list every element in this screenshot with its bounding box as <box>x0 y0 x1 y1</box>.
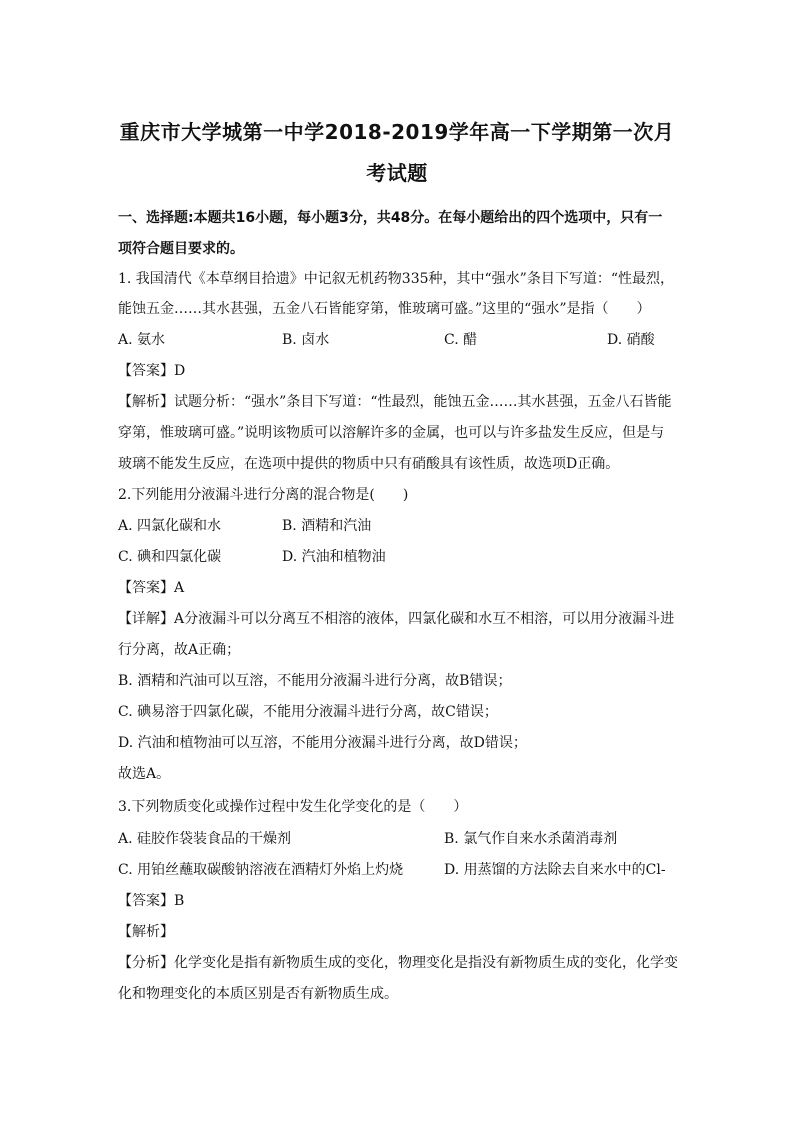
q1-option-b: B. 卤水 <box>282 332 330 348</box>
q2-detail-line3: B. 酒精和汽油可以互溶，不能用分液漏斗进行分离，故B错误； <box>118 673 512 689</box>
q1-analysis-line2: 穿第，惟玻璃可盛。”说明该物质可以溶解许多的金属，也可以与许多盐发生反应，但是与 <box>118 425 665 441</box>
q1-option-a: A. 氨水 <box>118 332 166 348</box>
q3-option-d: D. 用蒸馏的方法除去自来水中的Cl- <box>444 862 666 878</box>
q1-answer: 【答案】D <box>118 363 186 379</box>
q2-detail-line4: C. 碘易溶于四氯化碳，不能用分液漏斗进行分离，故C错误； <box>118 704 498 720</box>
q1-stem-line2: 能蚀五金……其水甚强，五金八石皆能穿第，惟玻璃可盛。”这里的“强水”是指（ ） <box>118 301 651 317</box>
q2-detail-line1: 【详解】A分液漏斗可以分离互不相溶的液体，四氯化碳和水互不相溶，可以用分液漏斗进 <box>118 611 675 627</box>
q2-option-b: B. 酒精和汽油 <box>282 518 372 534</box>
q2-option-a: A. 四氯化碳和水 <box>118 518 222 534</box>
q2-conclusion: 故选A。 <box>118 766 171 782</box>
q3-fenxi-line2: 化和物理变化的本质区别是否有新物质生成。 <box>118 986 398 1002</box>
q1-analysis-line3: 玻璃不能发生反应，在选项中提供的物质中只有硝酸具有该性质，故选项D正确。 <box>118 456 620 472</box>
q1-option-c: C. 醋 <box>444 332 478 348</box>
q3-option-a: A. 硅胶作袋装食品的干燥剂 <box>118 831 292 847</box>
q2-answer: 【答案】A <box>118 580 185 596</box>
q1-analysis-line1: 【解析】试题分析：“强水”条目下写道：“性最烈，能蚀五金……其水甚强，五金八石皆能 <box>118 394 672 410</box>
q2-detail-line2: 行分离，故A正确； <box>118 642 241 658</box>
section-heading-line2: 项符合题目要求的。 <box>118 241 244 257</box>
q3-option-c: C. 用铂丝蘸取碳酸钠溶液在酒精灯外焰上灼烧 <box>118 862 404 878</box>
section-heading-line1: 一、选择题:本题共16小题，每小题3分，共48分。在每小题给出的四个选项中，只有一 <box>118 210 663 226</box>
q2-detail-line5: D. 汽油和植物油可以互溶，不能用分液漏斗进行分离，故D错误； <box>118 735 527 751</box>
q3-option-b: B. 氯气作自来水杀菌消毒剂 <box>444 831 618 847</box>
q3-analysis-label: 【解析】 <box>118 924 174 940</box>
page-title-line2: 考试题 <box>366 161 428 185</box>
q3-stem: 3.下列物质变化或操作过程中发生化学变化的是（ ） <box>118 799 468 815</box>
q1-option-d: D. 硝酸 <box>607 332 655 348</box>
q2-stem: 2.下列能用分液漏斗进行分离的混合物是( ) <box>118 487 409 503</box>
q1-stem-line1: 1. 我国清代《本草纲目拾遗》中记叙无机药物335种，其中“强水”条目下写道：“性最烈， <box>118 271 674 287</box>
q3-fenxi-line1: 【分析】化学变化是指有新物质生成的变化，物理变化是指没有新物质生成的变化，化学变 <box>118 955 678 971</box>
q2-option-c: C. 碘和四氯化碳 <box>118 549 222 565</box>
q3-answer: 【答案】B <box>118 893 185 909</box>
q2-option-d: D. 汽油和植物油 <box>282 549 386 565</box>
page-title-line1: 重庆市大学城第一中学2018-2019学年高一下学期第一次月 <box>119 120 675 144</box>
